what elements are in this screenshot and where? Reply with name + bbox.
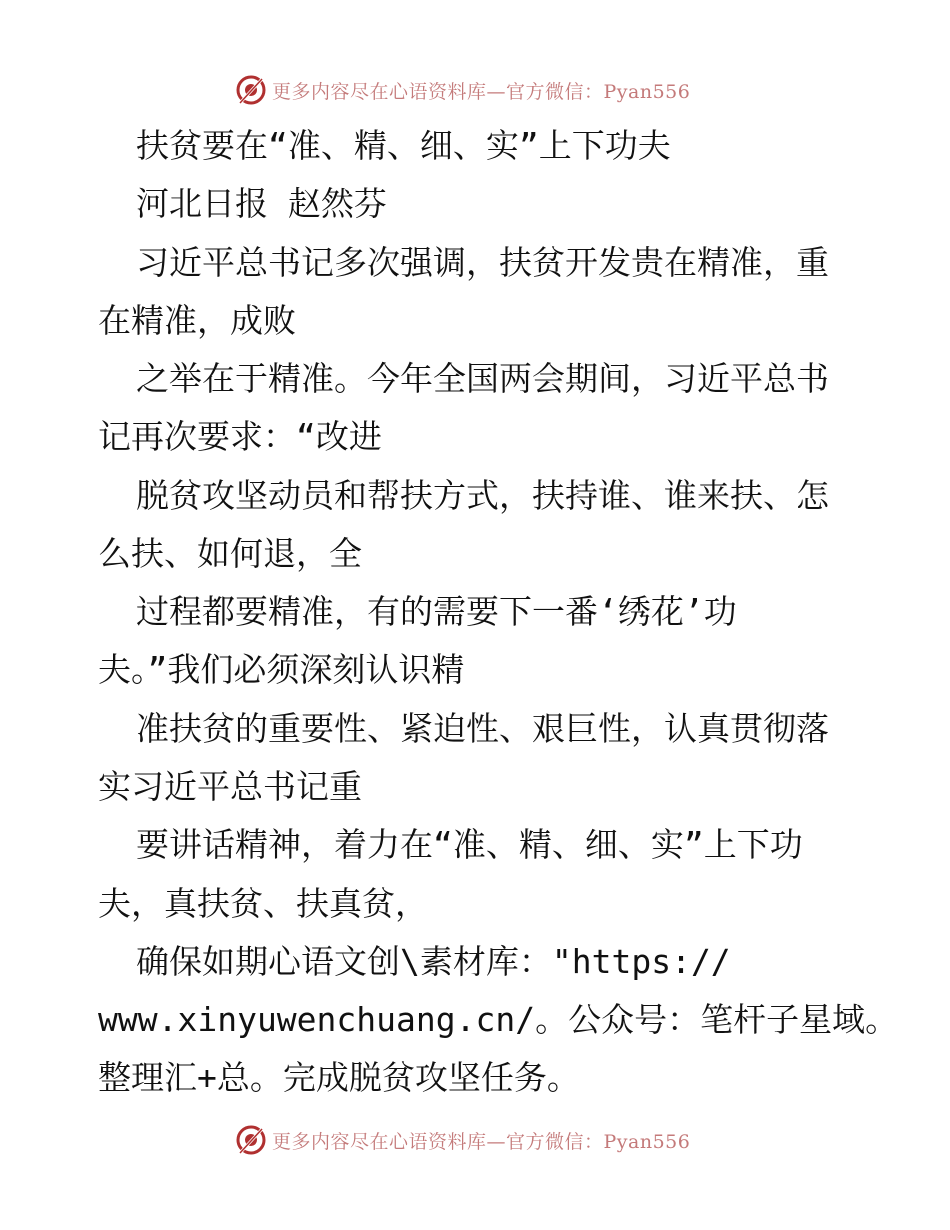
body-line: 实习近平总书记重	[98, 767, 362, 806]
footer-watermark	[0, 1120, 950, 1160]
body-line: 么扶、如何退，全	[98, 534, 362, 573]
watermark-text: 更多内容尽在心语资料库—官方微信：Pyan556	[272, 80, 691, 103]
quill-stamp-icon	[234, 73, 268, 107]
body-line: 确保如期心语文创\素材库："https://	[136, 942, 731, 981]
body-line: 脱贫攻坚动员和帮扶方式，扶持谁、谁来扶、怎	[136, 476, 829, 515]
watermark-text: 更多内容尽在心语资料库—官方微信：Pyan556	[272, 1130, 691, 1153]
quill-stamp-icon	[234, 1123, 268, 1157]
body-line: www.xinyuwenchuang.cn/。公众号：笔杆子星域。	[98, 1000, 899, 1039]
body-line: 准扶贫的重要性、紧迫性、艰巨性，认真贯彻落	[136, 709, 829, 748]
header-watermark	[0, 70, 950, 110]
body-line: 记再次要求：“改进	[98, 417, 382, 456]
body-line: 整理汇+总。完成脱贫攻坚任务。	[98, 1058, 580, 1097]
body-line: 要讲话精神，着力在“准、精、细、实”上下功	[136, 825, 803, 864]
body-line: 习近平总书记多次强调，扶贫开发贵在精准，重	[136, 243, 829, 282]
doc-title: 扶贫要在“准、精、细、实”上下功夫	[136, 126, 671, 165]
body-line: 夫，真扶贫、扶真贫，	[98, 884, 428, 923]
body-line: 之举在于精准。今年全国两会期间，习近平总书	[136, 359, 829, 398]
body-line: 在精准，成败	[98, 301, 296, 340]
doc-byline: 河北日报 赵然芬	[136, 184, 387, 223]
body-line: 过程都要精准，有的需要下一番‘绣花’功	[136, 592, 737, 631]
body-line: 夫。”我们必须深刻认识精	[98, 650, 465, 689]
